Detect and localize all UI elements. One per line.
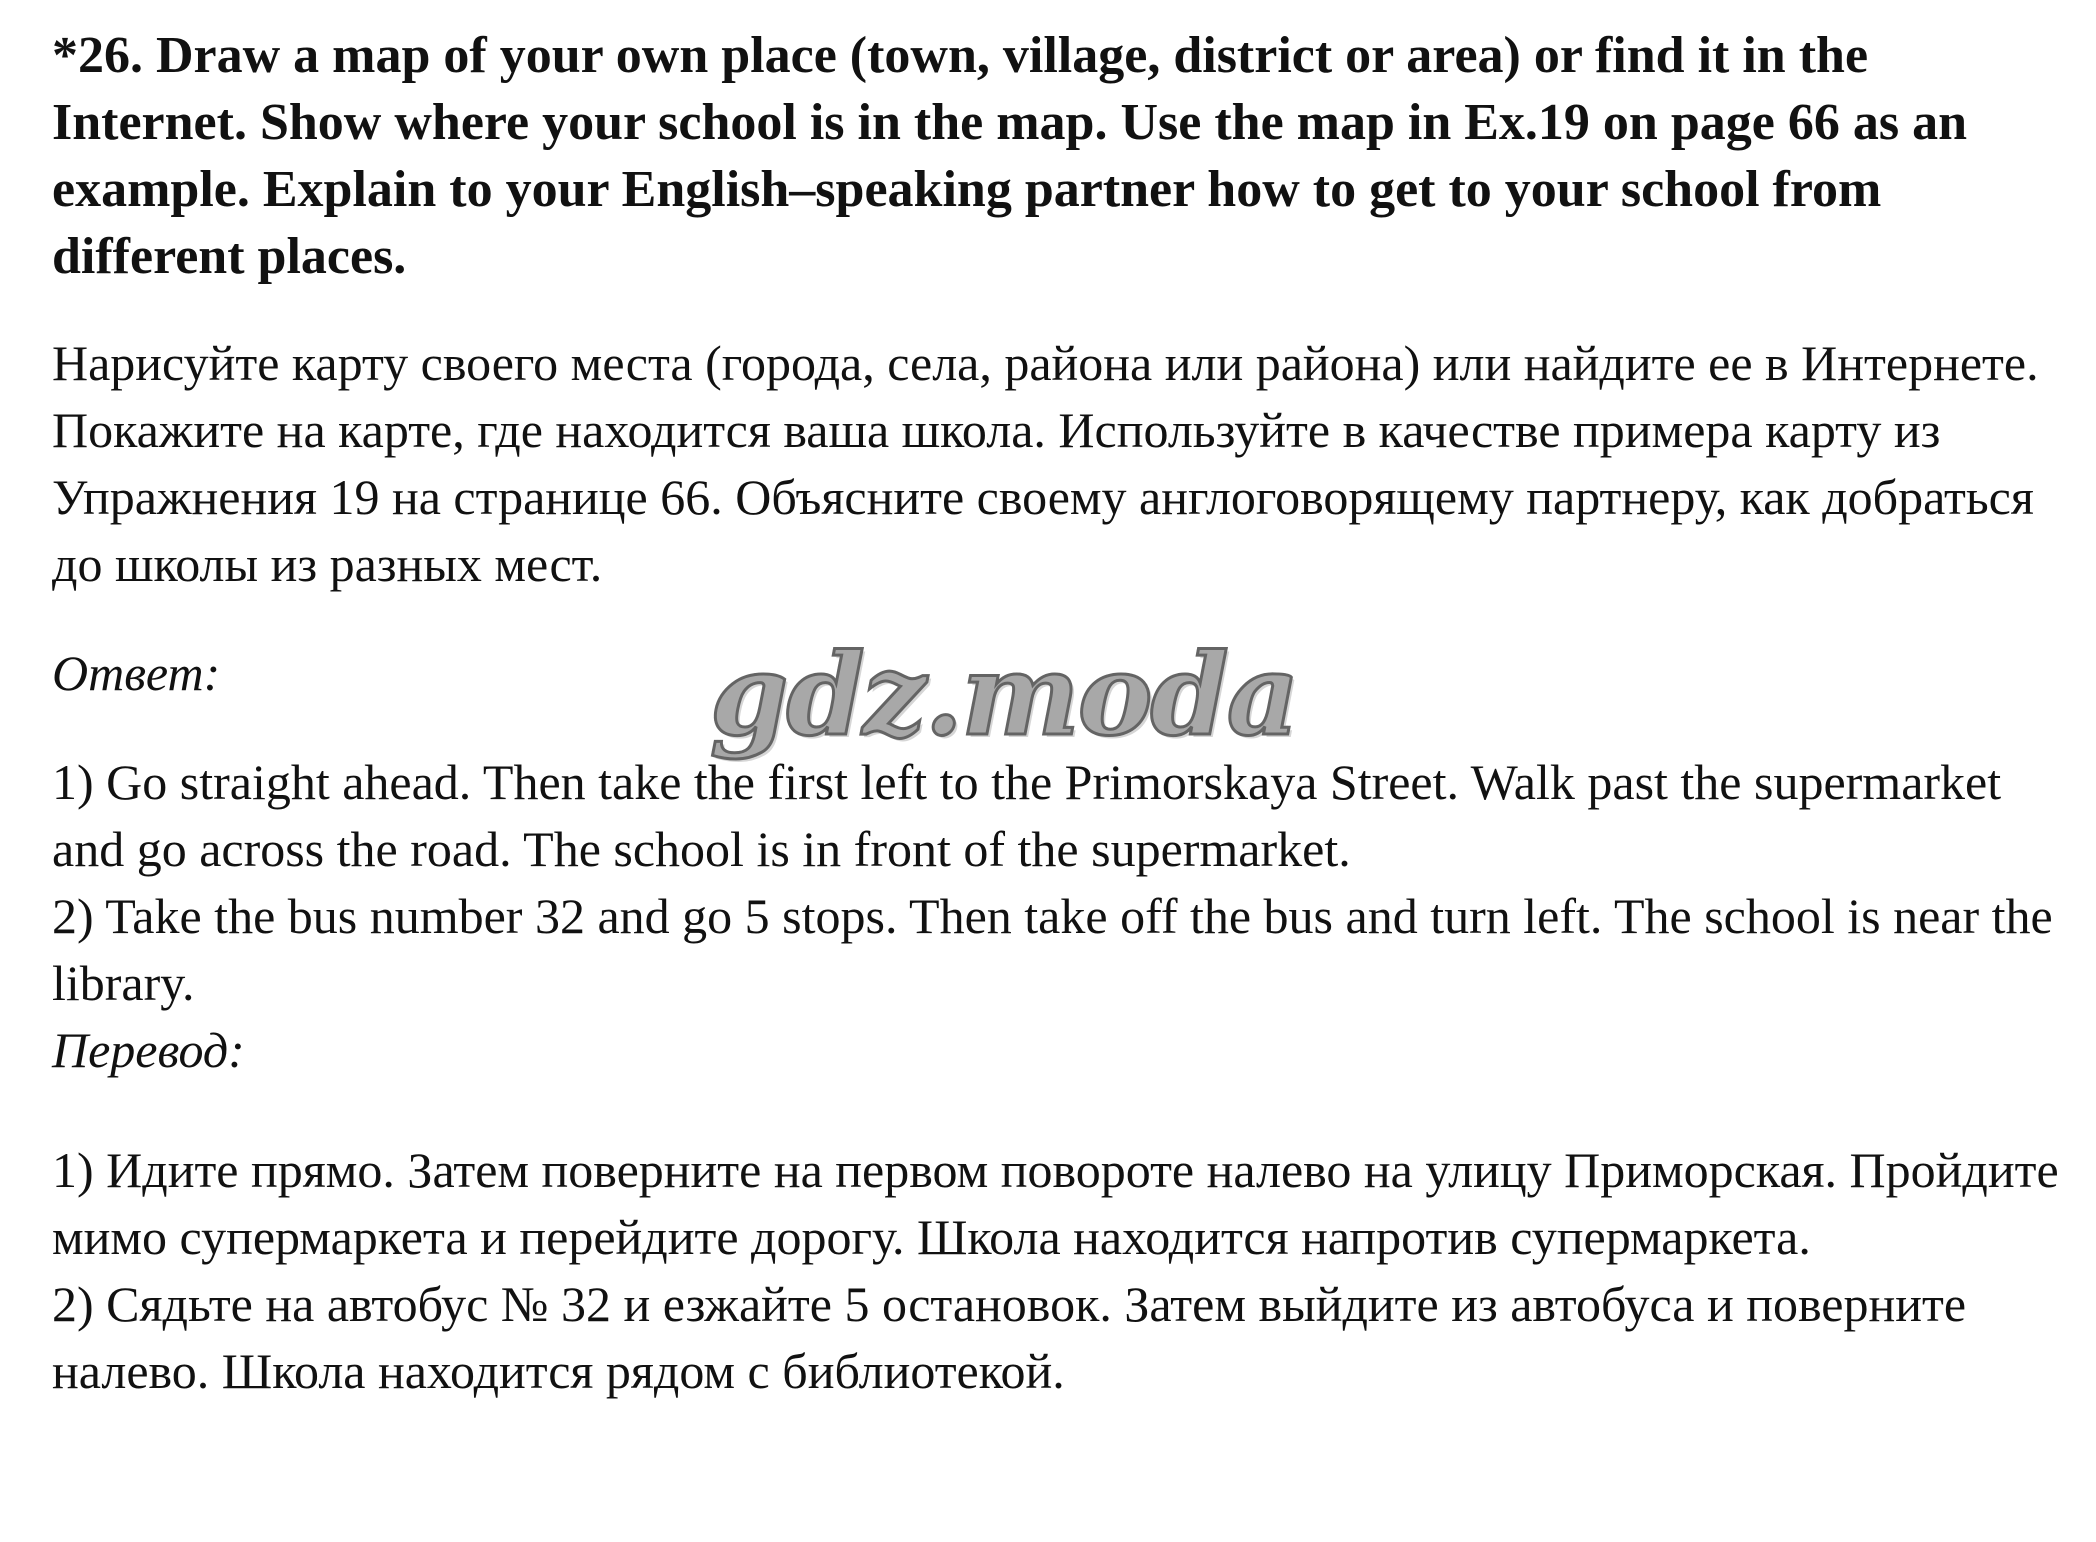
answer-list [52,749,2062,1017]
translation-item-1: 1) Идите прямо. Затем поверните на первом повороте налево на улицу Приморская. Пройдите мимо супермаркета и перейдите дорогу. Школа находится напротив супермаркета. [52,1142,2059,1265]
answer-heading: Ответ: [52,645,221,701]
translation-list [52,1137,2062,1405]
translation-item-2: 2) Сядьте на автобус № 32 и езжайте 5 остановок. Затем выйдите из автобуса и поверните налево. Школа находится рядом с библиотекой. [52,1276,1967,1399]
task-text-russian: Нарисуйте карту своего места (города, села, района или района) или найдите ее в Интернете. Покажите на карте, где находится ваша школа. Используйте в качестве примера карту из Упражнения 19 на странице 66. Объясните своему англоговорящему партнеру, как добраться до школы из разных мест. [52,335,2039,592]
answer-item-2: 2) Take the bus number 32 and go 5 stops. Then take off the bus and turn left. The school is near the library. [52,888,2053,1011]
translation-heading: Перевод: [52,1022,245,1078]
answer-item-1: 1) Go straight ahead. Then take the first left to the Primorskaya Street. Walk past the supermarket and go across the road. The school is in front of the supermarket. [52,754,2002,877]
watermark-logo: gdz.moda [710,630,1298,761]
document-page [52,22,2062,1405]
answer-section [52,630,2062,761]
task-text-english: *26. Draw a map of your own place (town, village, district or area) or find it in the Internet. Show where your school is in the map. Use the map in Ex.19 on page 66 as an example. Explain to your English–speaking partner how to get to your school from different places. [52,27,1968,285]
